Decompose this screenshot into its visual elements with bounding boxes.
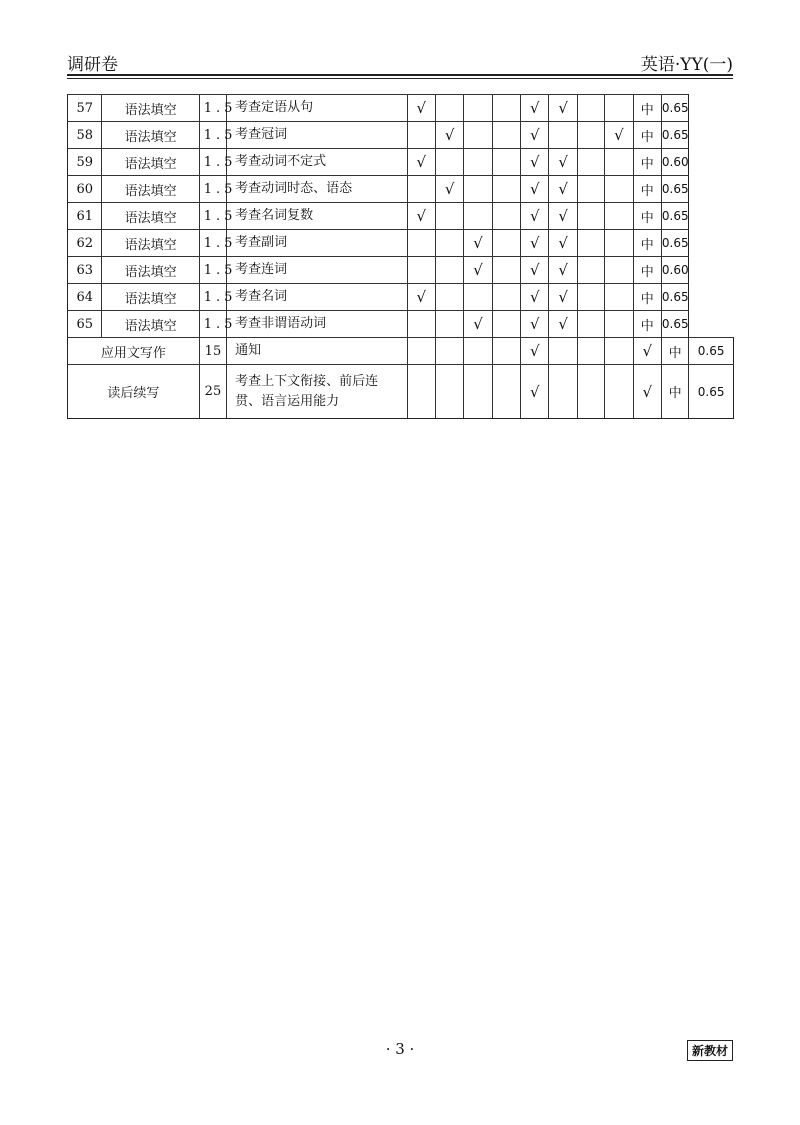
question-score: 25: [199, 365, 226, 419]
table-row: [68, 284, 734, 311]
header-rule-thick: [67, 74, 733, 76]
question-type: 语法填空: [102, 176, 199, 203]
check-cell: √: [549, 176, 577, 203]
question-score: 1.5: [199, 122, 226, 149]
check-cell: [464, 95, 492, 122]
check-cell: [605, 230, 633, 257]
table-row: [68, 311, 734, 338]
check-cell: [407, 311, 435, 338]
check-cell: √: [549, 149, 577, 176]
check-cell: [549, 365, 577, 419]
table-row: [68, 365, 734, 419]
expected-rate: 0.65: [661, 284, 688, 311]
check-cell: [492, 149, 520, 176]
check-cell: [605, 257, 633, 284]
question-number: 59: [68, 149, 102, 176]
question-score: 1.5: [199, 311, 226, 338]
table-row: [68, 95, 734, 122]
check-cell: √: [549, 257, 577, 284]
question-score: 1.5: [199, 203, 226, 230]
check-cell: [464, 365, 492, 419]
table-row: [68, 122, 734, 149]
table-row: [68, 257, 734, 284]
check-cell: [435, 257, 463, 284]
question-type: 语法填空: [102, 230, 199, 257]
check-cell: √: [549, 284, 577, 311]
check-cell: [435, 311, 463, 338]
check-cell: [605, 203, 633, 230]
question-number: 58: [68, 122, 102, 149]
header-rule-thin: [67, 78, 733, 79]
check-cell: [407, 176, 435, 203]
check-cell: [407, 365, 435, 419]
check-cell: √: [521, 122, 549, 149]
check-cell: √: [549, 203, 577, 230]
check-cell: √: [407, 149, 435, 176]
question-type: 应用文写作: [68, 338, 200, 365]
check-cell: [577, 95, 604, 122]
check-cell: [492, 365, 520, 419]
check-cell: [605, 95, 633, 122]
question-content: 考查连词: [227, 257, 407, 284]
question-score: 1.5: [199, 149, 226, 176]
check-cell: [605, 149, 633, 176]
check-cell: [435, 230, 463, 257]
question-number: 64: [68, 284, 102, 311]
question-type: 语法填空: [102, 284, 199, 311]
question-number: 61: [68, 203, 102, 230]
check-cell: √: [521, 257, 549, 284]
question-content: 考查动词时态、语态: [227, 176, 407, 203]
check-cell: [492, 230, 520, 257]
question-content: 考查定语从句: [227, 95, 407, 122]
question-type: 读后续写: [68, 365, 200, 419]
check-cell: √: [633, 338, 661, 365]
check-cell: [407, 257, 435, 284]
question-score: 1.5: [199, 257, 226, 284]
check-cell: [492, 122, 520, 149]
check-cell: √: [549, 230, 577, 257]
difficulty-level: 中: [633, 311, 661, 338]
check-cell: [577, 365, 604, 419]
question-score: 1.5: [199, 284, 226, 311]
table-row: [68, 149, 734, 176]
check-cell: [605, 365, 633, 419]
check-cell: [492, 203, 520, 230]
expected-rate: 0.60: [661, 149, 688, 176]
check-cell: [577, 176, 604, 203]
expected-rate: 0.65: [661, 203, 688, 230]
check-cell: [435, 149, 463, 176]
check-cell: [464, 284, 492, 311]
question-content: 考查副词: [227, 230, 407, 257]
difficulty-level: 中: [633, 203, 661, 230]
question-score: 1.5: [199, 230, 226, 257]
check-cell: [492, 176, 520, 203]
question-type: 语法填空: [102, 257, 199, 284]
question-type: 语法填空: [102, 95, 199, 122]
check-cell: √: [521, 284, 549, 311]
check-cell: √: [407, 284, 435, 311]
expected-rate: 0.60: [661, 257, 688, 284]
check-cell: √: [464, 257, 492, 284]
check-cell: [464, 149, 492, 176]
table-row: [68, 203, 734, 230]
check-cell: [407, 122, 435, 149]
question-content: 考查名词复数: [227, 203, 407, 230]
difficulty-level: 中: [633, 95, 661, 122]
difficulty-level: 中: [661, 338, 688, 365]
check-cell: [407, 338, 435, 365]
difficulty-level: 中: [633, 284, 661, 311]
check-cell: [549, 338, 577, 365]
edition-badge: 新教材: [687, 1040, 733, 1061]
check-cell: [577, 230, 604, 257]
check-cell: [577, 338, 604, 365]
check-cell: [464, 122, 492, 149]
difficulty-level: 中: [633, 230, 661, 257]
check-cell: [435, 95, 463, 122]
difficulty-level: 中: [633, 257, 661, 284]
check-cell: √: [435, 176, 463, 203]
question-content: 考查非谓语动词: [227, 311, 407, 338]
check-cell: √: [633, 365, 661, 419]
check-cell: √: [549, 311, 577, 338]
check-cell: [577, 203, 604, 230]
check-cell: √: [407, 95, 435, 122]
question-score: 1.5: [199, 95, 226, 122]
check-cell: [577, 257, 604, 284]
check-cell: [492, 311, 520, 338]
question-content: 考查上下文衔接、前后连贯、语言运用能力: [227, 365, 407, 419]
question-number: 62: [68, 230, 102, 257]
expected-rate: 0.65: [689, 338, 734, 365]
table-row: [68, 176, 734, 203]
check-cell: √: [521, 230, 549, 257]
check-cell: √: [464, 311, 492, 338]
difficulty-level: 中: [633, 122, 661, 149]
check-cell: [464, 176, 492, 203]
table-row: [68, 230, 734, 257]
question-number: 63: [68, 257, 102, 284]
header-right-title: 英语·YY(一): [640, 55, 733, 75]
question-content: 考查冠词: [227, 122, 407, 149]
question-content: 考查动词不定式: [227, 149, 407, 176]
expected-rate: 0.65: [661, 95, 688, 122]
check-cell: [435, 365, 463, 419]
check-cell: √: [521, 176, 549, 203]
check-cell: [492, 95, 520, 122]
check-cell: √: [464, 230, 492, 257]
check-cell: [577, 149, 604, 176]
check-cell: [577, 284, 604, 311]
question-content: 通知: [227, 338, 407, 365]
question-type: 语法填空: [102, 311, 199, 338]
check-cell: [577, 311, 604, 338]
expected-rate: 0.65: [689, 365, 734, 419]
check-cell: [492, 284, 520, 311]
page-number: · 3 ·: [385, 1040, 415, 1058]
check-cell: √: [407, 203, 435, 230]
expected-rate: 0.65: [661, 122, 688, 149]
difficulty-level: 中: [633, 176, 661, 203]
check-cell: √: [521, 95, 549, 122]
question-score: 1.5: [199, 176, 226, 203]
question-number: 60: [68, 176, 102, 203]
check-cell: [605, 338, 633, 365]
check-cell: [605, 284, 633, 311]
check-cell: [464, 203, 492, 230]
check-cell: √: [521, 365, 549, 419]
expected-rate: 0.65: [661, 176, 688, 203]
check-cell: √: [521, 311, 549, 338]
check-cell: [605, 176, 633, 203]
check-cell: [407, 230, 435, 257]
check-cell: √: [521, 338, 549, 365]
analysis-table: [67, 94, 734, 419]
header-left-title: 调研卷: [67, 55, 118, 75]
expected-rate: 0.65: [661, 230, 688, 257]
difficulty-level: 中: [661, 365, 688, 419]
check-cell: √: [549, 95, 577, 122]
check-cell: √: [435, 122, 463, 149]
question-number: 57: [68, 95, 102, 122]
check-cell: [605, 311, 633, 338]
question-number: 65: [68, 311, 102, 338]
check-cell: [435, 338, 463, 365]
check-cell: [435, 203, 463, 230]
check-cell: [492, 257, 520, 284]
table-row: [68, 338, 734, 365]
check-cell: √: [605, 122, 633, 149]
check-cell: [492, 338, 520, 365]
question-type: 语法填空: [102, 203, 199, 230]
expected-rate: 0.65: [661, 311, 688, 338]
question-type: 语法填空: [102, 122, 199, 149]
check-cell: [549, 122, 577, 149]
check-cell: [435, 284, 463, 311]
question-score: 15: [199, 338, 226, 365]
difficulty-level: 中: [633, 149, 661, 176]
question-type: 语法填空: [102, 149, 199, 176]
check-cell: [577, 122, 604, 149]
page-header: [67, 48, 733, 74]
check-cell: √: [521, 149, 549, 176]
question-content: 考查名词: [227, 284, 407, 311]
check-cell: √: [521, 203, 549, 230]
check-cell: [464, 338, 492, 365]
